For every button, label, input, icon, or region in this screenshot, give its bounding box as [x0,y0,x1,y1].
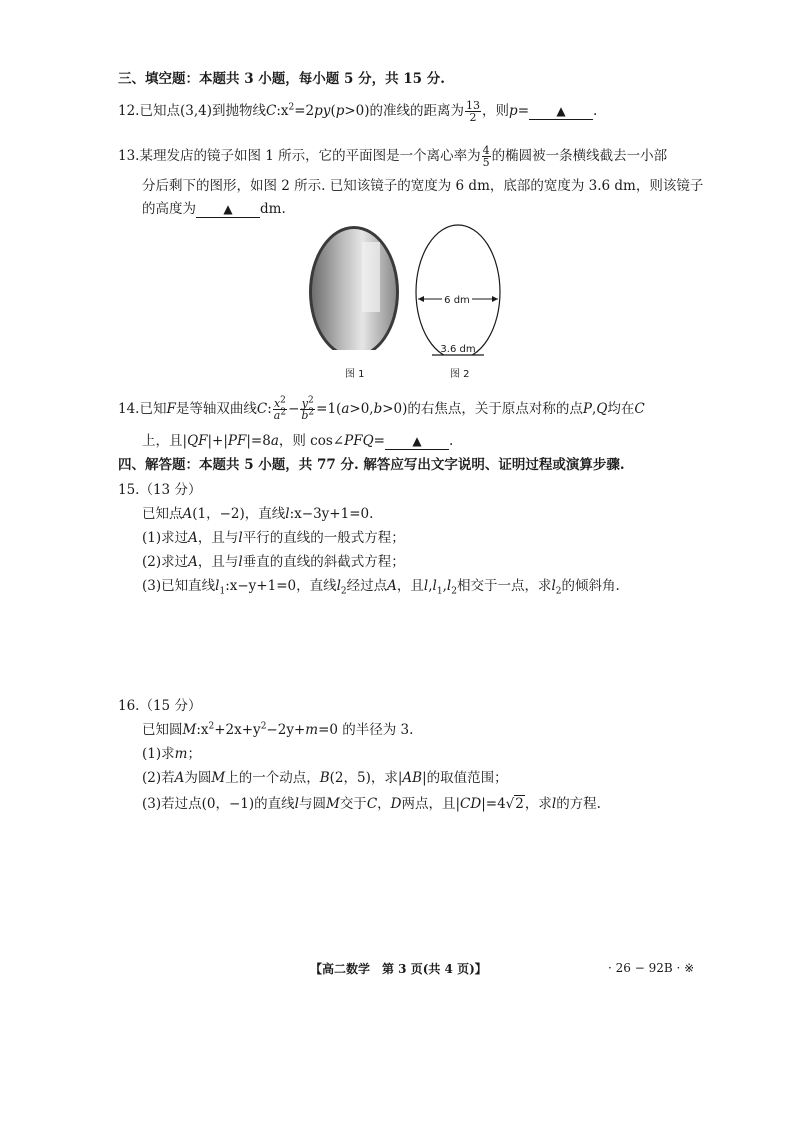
question-16-given: 已知圆$M:x^2+2x+y^2-2y+m=0$ 的半径为 3. [142,721,414,738]
paper-code: · 26 − 92B · ※ [608,961,695,975]
answer-blank-q13 [196,202,260,218]
question-14-line-2: 上，且|QF|+|PF|=8a，则 cos∠PFQ= ▲ . [142,433,454,449]
q13-number: 13. [118,148,140,164]
figure-1-caption: 图 1 [345,369,365,380]
figure-1-mirror-photo [309,226,400,358]
fraction-4-over-5: $\frac{4}{5}$ [482,144,490,169]
question-15-part-1: (1)求过A，且与l平行的直线的一般式方程； [142,530,405,546]
fraction-x2-over-a2: $\frac{x^2}{a^2}$ [273,395,287,422]
question-16-part-3: (3)若过点(0，−1)的直线l与圆M交于C，D两点，且|CD|=4√2，求l的方程. [142,796,601,812]
sqrt-symbol: √ [505,796,515,812]
question-16-part-1: (1)求m； [142,746,201,762]
q12-number: 12. [118,103,140,119]
section-heading-solve: 四、解答题：本题共 5 小题，共 77 分. 解答应写出文字说明、证明过程或演算步骤. [118,457,625,473]
page-footer: 【高二数学 第 3 页(共 4 页)】 [310,962,487,976]
question-13-line-1: 13.某理发店的镜子如图 1 所示，它的平面图是一个离心率为 $\frac{4}{5}$ 的椭圆被一条横线截去一小部 [118,144,668,169]
answer-blank-q12 [529,104,593,120]
question-12: 12.已知点(3,4)到抛物线$C:x^2=2py(p>0)$的准线的距离为 $\frac{13}{2}$ ，则p= ▲ . [118,99,598,124]
question-14-line-1: 14.已知F是等轴双曲线C: $\frac{x^2}{a^2}$ − $\frac{y^2}{b^2}$ =1(a>0,b>0)的右焦点，关于原点对称的点P,Q均在C [118,395,645,422]
answer-blank-q14 [385,434,449,450]
question-15-given: 已知点A(1，−2)，直线l:x−3y+1=0. [142,506,374,522]
question-15-header: 15.（13 分） [118,482,202,498]
arrow-left-icon [418,296,424,302]
section-heading-fill-in: 三、填空题：本题共 3 小题，每小题 5 分，共 15 分. [118,71,445,87]
bottom-width-label: 3.6 dm [440,344,476,355]
width-label: 6 dm [444,295,470,306]
question-13-line-3: 的高度为 ▲ dm. [142,201,286,217]
triangle-icon: ▲ [223,202,233,216]
figure-2-caption: 图 2 [450,369,470,380]
question-15-part-2: (2)求过A，且与l垂直的直线的斜截式方程； [142,554,405,570]
fraction-y2-over-b2: $\frac{y^2}{b^2}$ [301,395,315,422]
question-13-line-2: 分后剩下的图形，如图 2 所示. 已知该镜子的宽度为 6 dm，底部的宽度为 3.6 dm，则该镜子 [142,178,704,194]
q14-number: 14. [118,401,140,417]
arrow-right-icon [492,296,498,302]
triangle-icon: ▲ [556,104,566,118]
mirror-figures [300,222,510,362]
question-16-part-2: (2)若A为圆M上的一个动点，B(2，5)，求|AB|的取值范围； [142,770,508,786]
fraction-13-over-2: $\frac{13}{2}$ [466,99,481,124]
triangle-icon: ▲ [412,434,422,448]
question-15-part-3: (3)已知直线$l_1:x-y+1=0$，直线$l_2$经过点A，且$l,l_1,l_2$相交于一点，求$l_2$的倾斜角. [142,578,620,597]
question-16-header: 16.（15 分） [118,698,202,714]
